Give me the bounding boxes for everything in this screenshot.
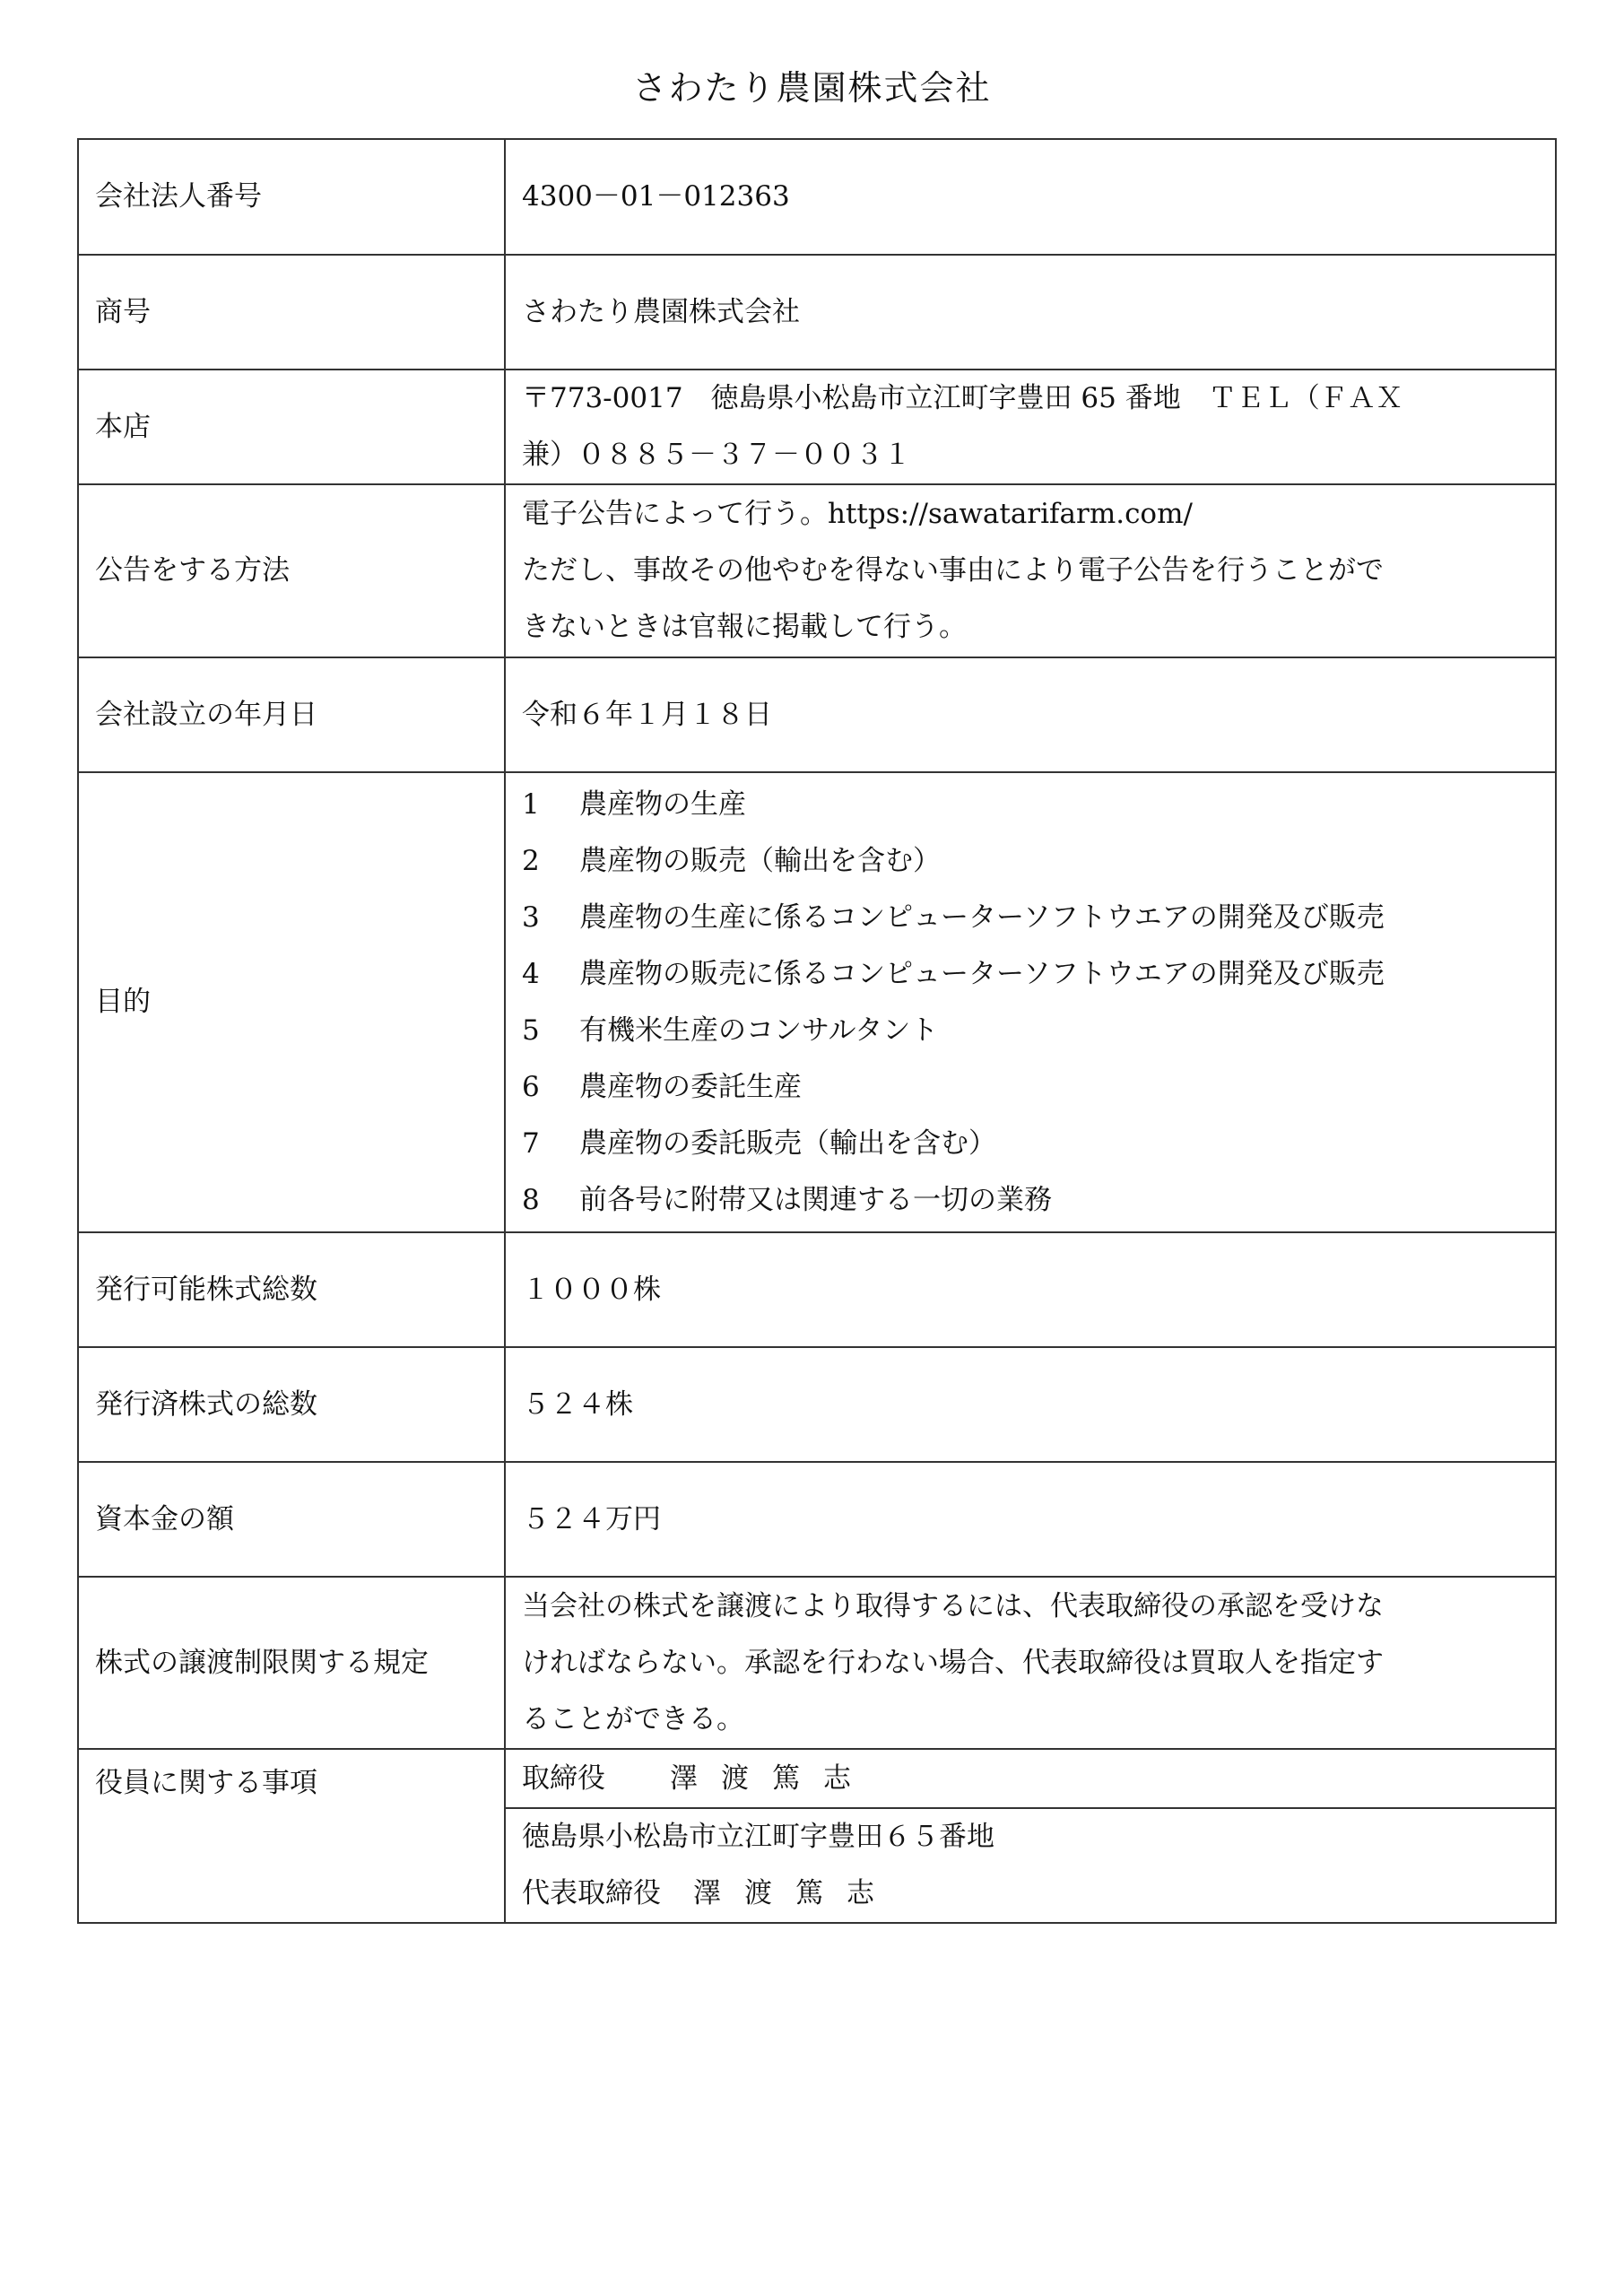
row-authorized-shares: [78, 1232, 1556, 1347]
label-purpose: 目的: [78, 772, 505, 1232]
purpose-item-number: 5: [522, 1013, 540, 1047]
purpose-item-number: 2: [522, 844, 540, 877]
row-transfer-restriction: [78, 1577, 1556, 1749]
purpose-item-number: 1: [522, 787, 540, 821]
label-issued-shares: 発行済株式の総数: [78, 1347, 505, 1462]
registration-table: [77, 138, 1557, 1924]
value-established: 令和６年１月１８日: [505, 657, 1556, 772]
purpose-item: [522, 890, 1541, 946]
purpose-item-text: 農産物の販売に係るコンピューターソフトウエアの開発及び販売: [579, 957, 1385, 990]
purpose-item-text: 農産物の生産に係るコンピューターソフトウエアの開発及び販売: [579, 900, 1385, 934]
value-corporate-number: 4300－01－012363: [505, 139, 1556, 255]
value-capital: ５２４万円: [505, 1462, 1556, 1577]
label-public-notice: 公告をする方法: [78, 484, 505, 657]
purpose-item-number: 6: [522, 1070, 540, 1103]
value-officers-representative: [505, 1808, 1556, 1923]
representative-address: 徳島県小松島市立江町字豊田６５番地: [522, 1821, 994, 1853]
purpose-item-number: 7: [522, 1126, 540, 1160]
director-title: 取締役: [522, 1761, 605, 1795]
label-transfer-restriction: 株式の譲渡制限関する規定: [78, 1577, 505, 1749]
label-capital: 資本金の額: [78, 1462, 505, 1577]
label-established: 会社設立の年月日: [78, 657, 505, 772]
value-head-office: [505, 370, 1556, 484]
row-officers-director: [78, 1749, 1556, 1808]
document-title: さわたり農園株式会社: [632, 68, 992, 108]
purpose-item: [522, 1116, 1541, 1172]
row-capital: [78, 1462, 1556, 1577]
value-trade-name: さわたり農園株式会社: [505, 255, 1556, 370]
representative-line: [522, 1866, 1541, 1922]
public-notice-line-1: 電子公告によって行う。https://sawatarifarm.com/: [522, 498, 1193, 530]
purpose-item-text: 農産物の販売（輸出を含む）: [579, 844, 941, 877]
transfer-restriction-line-3: ることができる。: [522, 1702, 744, 1735]
value-authorized-shares: １０００株: [505, 1232, 1556, 1347]
value-purpose: [505, 772, 1556, 1232]
row-issued-shares: [78, 1347, 1556, 1462]
director-name: 澤渡篤志: [670, 1761, 874, 1795]
purpose-item: [522, 833, 1541, 890]
purpose-item-text: 農産物の委託生産: [579, 1070, 802, 1103]
purpose-item: [522, 946, 1541, 1003]
row-purpose: [78, 772, 1556, 1232]
row-head-office: [78, 370, 1556, 484]
label-trade-name: 商号: [78, 255, 505, 370]
purpose-item-text: 農産物の生産: [579, 787, 746, 821]
transfer-restriction-line-1: 当会社の株式を譲渡により取得するには、代表取締役の承認を受けな: [522, 1589, 1384, 1622]
head-office-line-2: 兼）０８８５－３７－００３１: [522, 439, 911, 471]
purpose-item-text: 農産物の委託販売（輸出を含む）: [579, 1126, 996, 1160]
row-public-notice: [78, 484, 1556, 657]
value-officers-director: [505, 1749, 1556, 1808]
value-public-notice: [505, 484, 1556, 657]
row-trade-name: [78, 255, 1556, 370]
value-issued-shares: ５２４株: [505, 1347, 1556, 1462]
purpose-item-number: 4: [522, 957, 540, 990]
row-established: [78, 657, 1556, 772]
value-transfer-restriction: [505, 1577, 1556, 1749]
label-corporate-number: 会社法人番号: [78, 139, 505, 255]
purpose-item: [522, 1003, 1541, 1059]
representative-title: 代表取締役: [522, 1877, 661, 1909]
label-head-office: 本店: [78, 370, 505, 484]
transfer-restriction-line-2: ければならない。承認を行わない場合、代表取締役は買取人を指定す: [522, 1646, 1384, 1679]
purpose-item-number: 8: [522, 1183, 540, 1216]
row-corporate-number: [78, 139, 1556, 255]
director-line: [522, 1751, 1541, 1807]
public-notice-line-2: ただし、事故その他やむを得ない事由により電子公告を行うことがで: [522, 554, 1384, 587]
head-office-line-1: 〒773-0017 徳島県小松島市立江町字豊田 65 番地 ＴＥＬ（ＦＡＸ: [522, 382, 1403, 414]
purpose-item: [522, 1172, 1541, 1229]
representative-name: 澤渡篤志: [693, 1877, 898, 1909]
purpose-item-text: 前各号に附帯又は関連する一切の業務: [579, 1183, 1052, 1216]
purpose-item: [522, 777, 1541, 833]
purpose-item: [522, 1059, 1541, 1116]
purpose-item-number: 3: [522, 900, 540, 934]
public-notice-line-3: きないときは官報に掲載して行う。: [522, 611, 967, 643]
purpose-item-text: 有機米生産のコンサルタント: [579, 1013, 939, 1047]
label-authorized-shares: 発行可能株式総数: [78, 1232, 505, 1347]
label-officers: 役員に関する事項: [78, 1749, 505, 1923]
